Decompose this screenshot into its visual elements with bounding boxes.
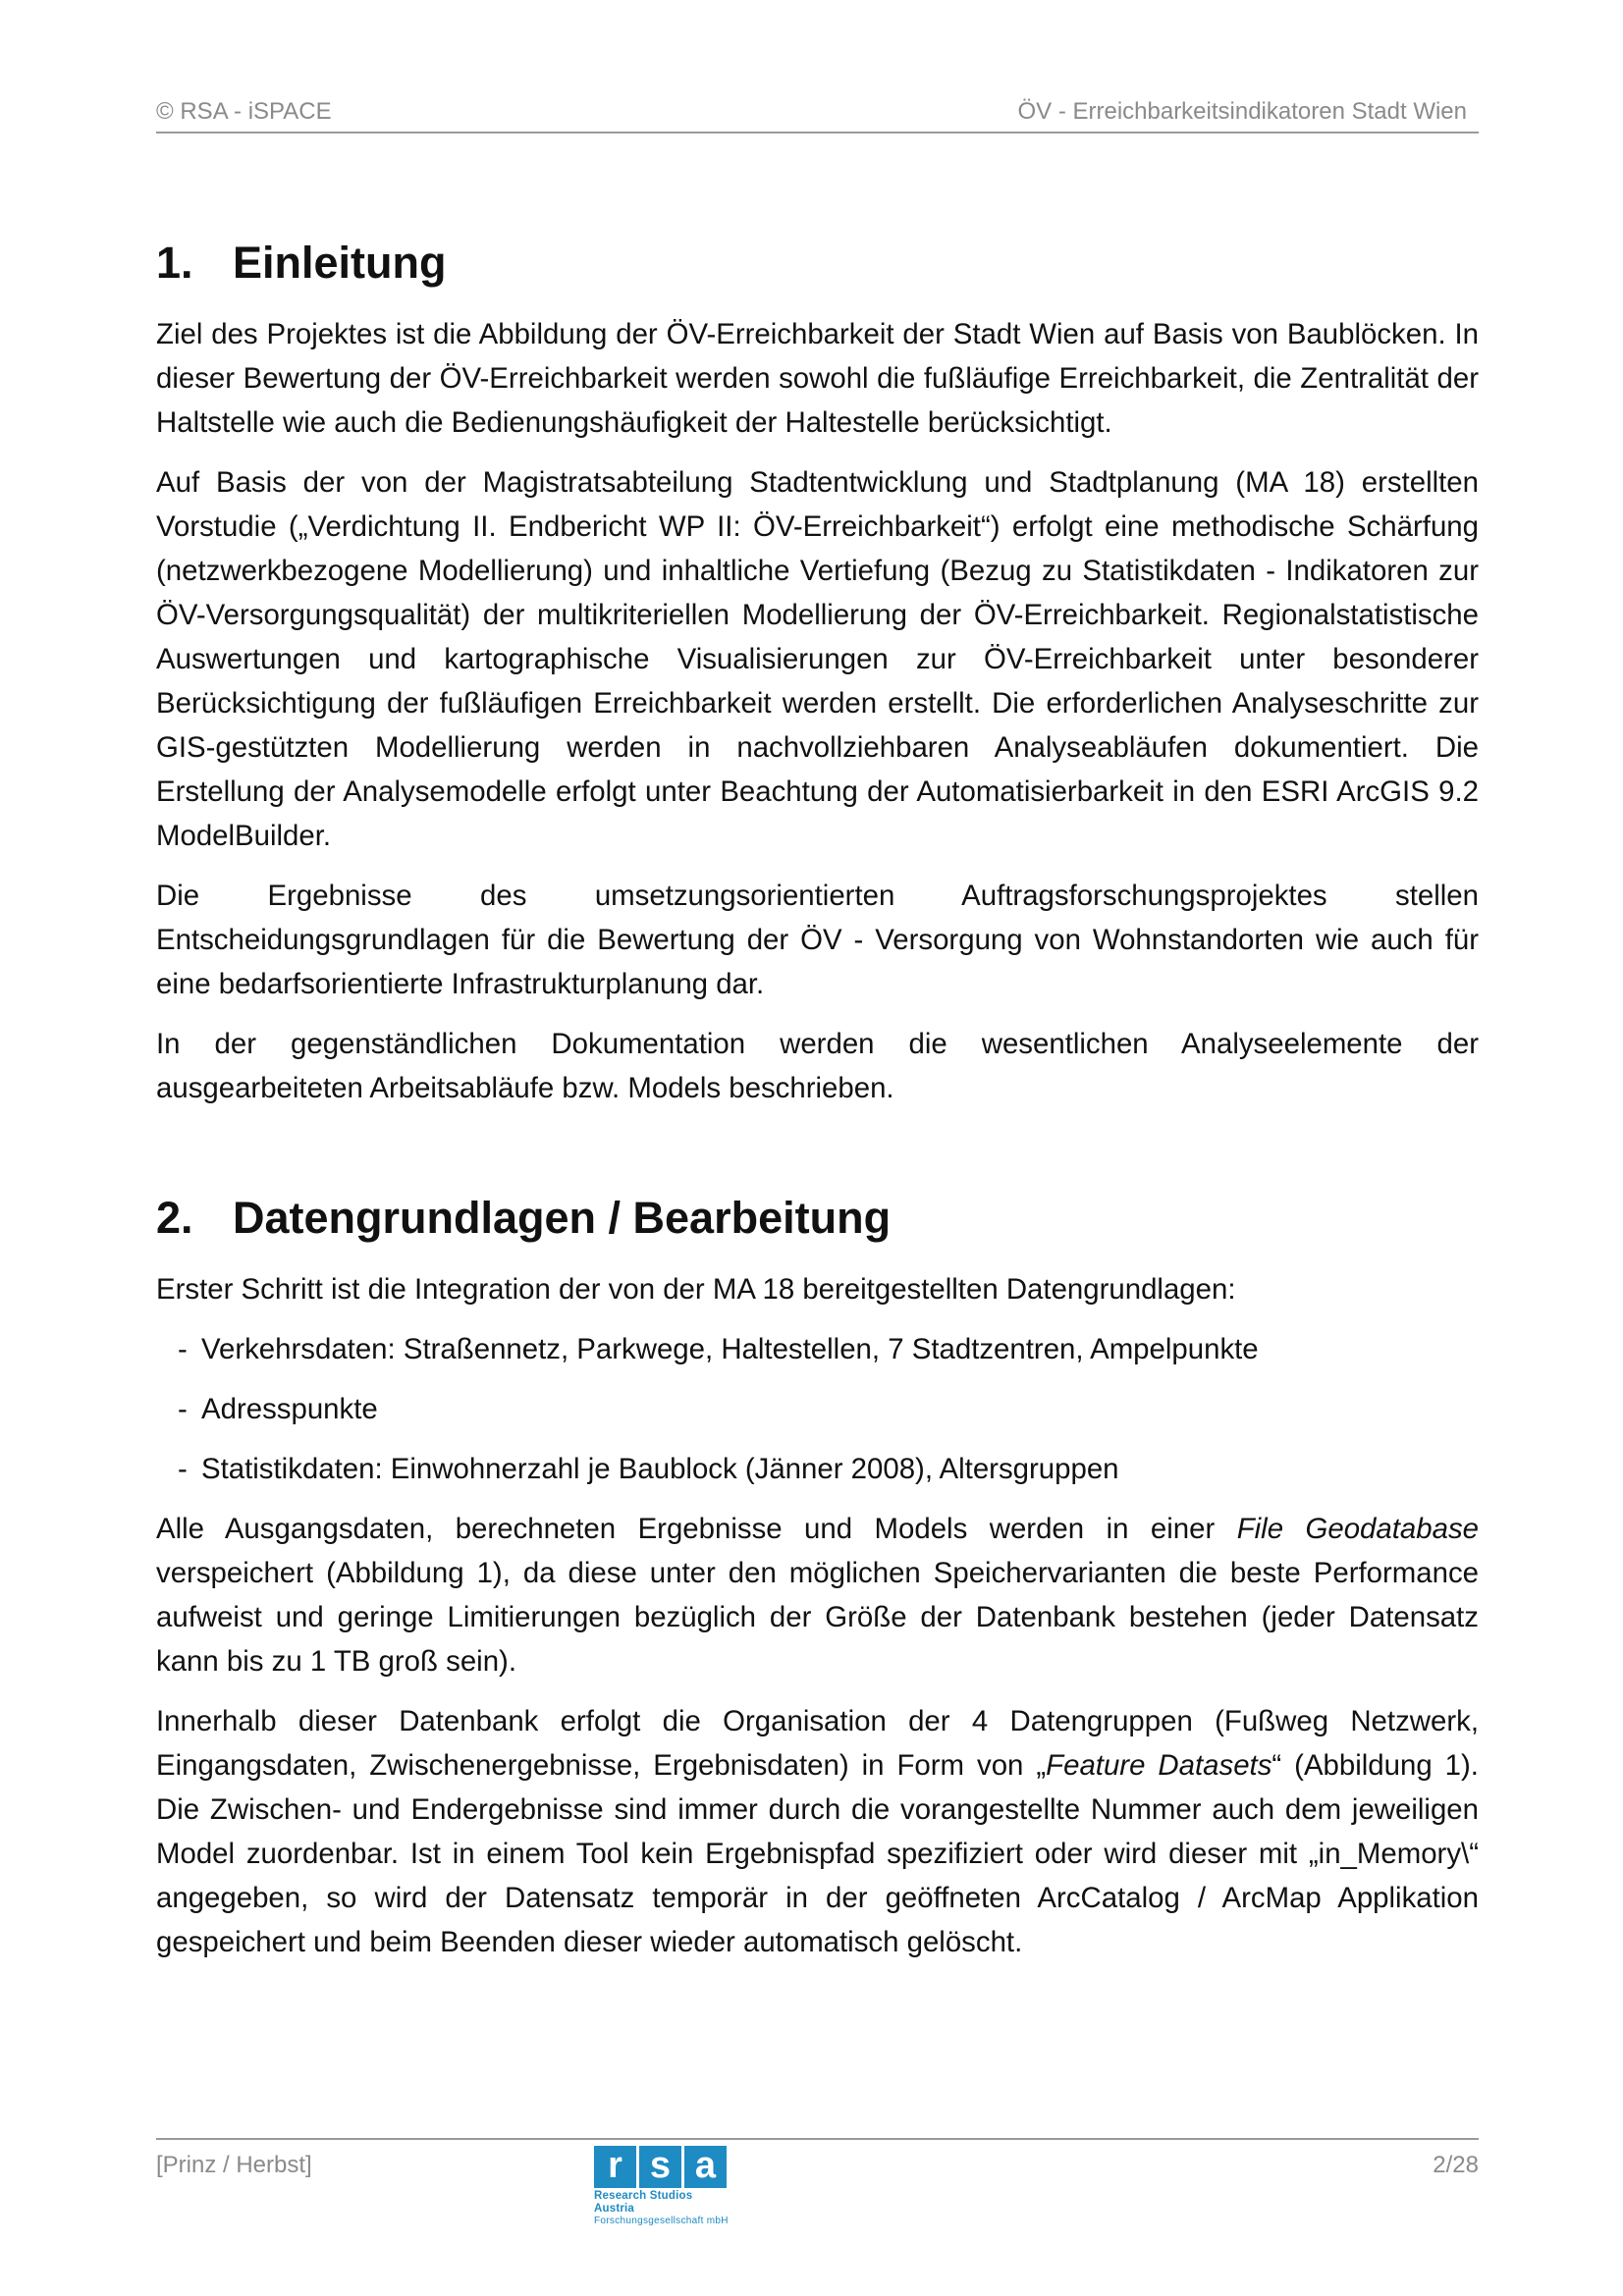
page-number: 2/28 xyxy=(1433,2152,1479,2178)
list-item-text: Verkehrsdaten: Straßennetz, Parkwege, Haltestellen, 7 Stadtzentren, Ampelpunkte xyxy=(201,1333,1259,1365)
term-file-geodatabase: File Geodatabase xyxy=(1236,1513,1479,1545)
list-item-text: Adresspunkte xyxy=(201,1393,378,1425)
section-1-paragraph-3: Die Ergebnisse des umsetzungsorientierten Auftragsforschungsprojektes stellen Entscheidungsgrundlagen für die Bewertung der ÖV - Versorgung von Wohnstandorten wie auch für eine bedarfsorientierte Infrastrukturplanung dar. xyxy=(156,880,1479,1000)
section-1-paragraph-4: In der gegenständlichen Dokumentation werden die wesentlichen Analyseelemente der ausgearbeiteten Arbeitsabläufe bzw. Models beschrieben. xyxy=(156,1028,1479,1104)
list-item xyxy=(156,1387,1479,1431)
text-run: verspeichert (Abbildung 1), da diese unter den möglichen Speichervarianten die beste Performance aufweist und geringe Limitierungen bezüglich der Größe der Datenbank bestehen (jeder Datensatz kann bis zu 1 TB groß sein). xyxy=(156,1557,1479,1678)
data-source-list xyxy=(156,1327,1479,1491)
list-item xyxy=(156,1447,1479,1491)
section-1-heading xyxy=(156,236,1479,291)
section-2-number: 2. xyxy=(156,1193,193,1243)
section-2-paragraph-geodatabase xyxy=(156,1507,1479,1683)
dash-bullet: - xyxy=(178,1453,188,1485)
logo-letter-s: s xyxy=(639,2146,681,2188)
page-footer xyxy=(156,2138,1479,2218)
section-2-heading xyxy=(156,1191,1479,1246)
dash-bullet: - xyxy=(178,1333,188,1365)
header-document-title: ÖV - Erreichbarkeitsindikatoren Stadt Wien xyxy=(1017,98,1467,125)
logo-letter-a: a xyxy=(684,2146,727,2188)
list-item xyxy=(156,1327,1479,1371)
term-feature-datasets: Feature Datasets xyxy=(1046,1749,1272,1782)
logo-letter-r: r xyxy=(594,2146,636,2188)
list-item-text: Statistikdaten: Einwohnerzahl je Baublock (Jänner 2008), Altersgruppen xyxy=(201,1453,1119,1485)
section-2-title: Datengrundlagen / Bearbeitung xyxy=(233,1193,892,1243)
section-1-paragraph-1: Ziel des Projektes ist die Abbildung der ÖV-Erreichbarkeit der Stadt Wien auf Basis von Baublöcken. In dieser Bewertung der ÖV-Erreichbarkeit werden sowohl die fußläufige Erreichbarkeit, die Zentralität der Haltstelle wie auch die Bedienungshäufigkeit der Haltestelle berücksichtigt. xyxy=(156,318,1479,439)
section-2-paragraph-datasets xyxy=(156,1699,1479,1964)
dash-bullet: - xyxy=(178,1393,188,1425)
section-1-number: 1. xyxy=(156,238,193,288)
text-run: Alle Ausgangsdaten, berechneten Ergebnisse und Models werden in einer xyxy=(156,1513,1237,1545)
text-run: “ (Abbildung 1). Die Zwischen- und Endergebnisse sind immer durch die vorangestellte Nummer auch dem jeweiligen Model zuordenbar. Ist in einem Tool kein Ergebnispfad spezifiziert oder wird dieser mit „in_Memory\“ angegeben, so wird der Datensatz temporär in der geöffneten ArcCatalog / ArcMap Applikation gespeichert und beim Beenden dieser wieder automatisch gelöscht. xyxy=(156,1749,1479,1958)
header-copyright: © RSA - iSPACE xyxy=(156,98,332,125)
section-1-paragraph-2: Auf Basis der von der Magistratsabteilung Stadtentwicklung und Stadtplanung (MA 18) erstellten Vorstudie („Verdichtung II. Endbericht WP II: ÖV-Erreichbarkeit“) erfolgt eine methodische Schärfung (netzwerkbezogene Modellierung) und inhaltliche Vertiefung (Bezug zu Statistikdaten - Indikatoren zur ÖV-Versorgungsqualität) der multikriteriellen Modellierung der ÖV-Erreichbarkeit. Regionalstatistische Auswertungen und kartographische Visualisierungen zur ÖV-Erreichbarkeit unter besonderer Berücksichtigung der fußläufigen Erreichbarkeit werden erstellt. Die erforderlichen Analyseschritte zur GIS-gestützten Modellierung werden in nachvollziehbaren Analyseabläufen dokumentiert. Die Erstellung der Analysemodelle erfolgt unter Beachtung der Automatisierbarkeit in den ESRI ArcGIS 9.2 ModelBuilder. xyxy=(156,466,1479,852)
document-body xyxy=(156,236,1479,1980)
rsa-logo xyxy=(594,2145,731,2226)
section-2-intro: Erster Schritt ist die Integration der von der MA 18 bereitgestellten Datengrundlagen: xyxy=(156,1273,1236,1306)
text-run: Innerhalb dieser Datenbank erfolgt die Organisation der 4 Datengruppen (Fußweg Netzwerk, Eingangsdaten, Zwischenergebnisse, Ergebnisdaten) in Form von „ xyxy=(156,1705,1479,1782)
logo-subtagline: Forschungsgesellschaft mbH xyxy=(594,2216,729,2226)
section-1-title: Einleitung xyxy=(233,238,447,288)
footer-authors: [Prinz / Herbst] xyxy=(156,2152,312,2178)
logo-tagline: Research Studios Austria xyxy=(594,2190,693,2215)
page-header xyxy=(156,94,1479,133)
